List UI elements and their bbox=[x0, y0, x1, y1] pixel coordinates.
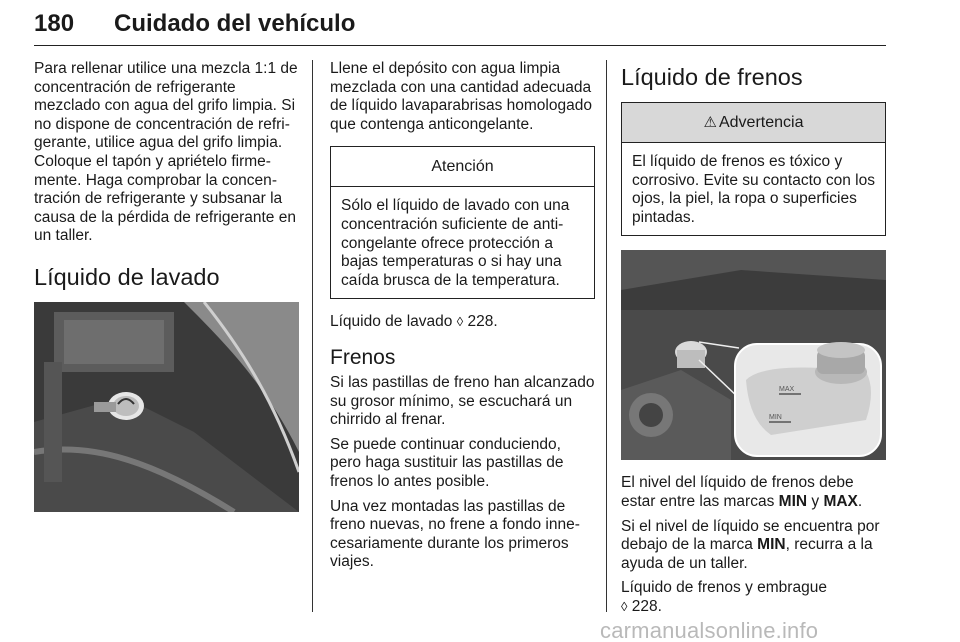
brakes-paragraph-1: Si las pastillas de freno han alcanzado su grosor mínimo, se escuchará un chirrido al frenar. bbox=[330, 373, 595, 429]
reference-arrow-icon: ◊ bbox=[621, 598, 628, 614]
brake-low-text: Si el nivel de líquido se encuentra por debajo de la marca bbox=[621, 517, 880, 554]
brake-fluid-photo bbox=[621, 250, 886, 460]
reference-text: Líquido de lavado bbox=[330, 313, 453, 331]
conjunction-text: y bbox=[811, 492, 820, 510]
brakes-heading: Frenos bbox=[330, 345, 396, 369]
warning-title-bar bbox=[622, 103, 885, 143]
washer-fluid-heading: Líquido de lavado bbox=[34, 263, 220, 290]
column-divider bbox=[312, 60, 313, 612]
brakes-paragraph-3: Una vez montadas las pastillas de freno nuevas, no frene a fondo innecesariamente durante los primeros viajes. bbox=[330, 497, 580, 571]
washer-fluid-reference bbox=[330, 313, 595, 332]
page-header bbox=[34, 6, 886, 46]
min-mark-text: MIN bbox=[778, 492, 808, 510]
max-mark-text: MAX bbox=[823, 492, 858, 510]
sentence-end: . bbox=[857, 492, 863, 510]
brake-low-paragraph bbox=[621, 518, 886, 574]
brakes-paragraph-2: Se puede continuar conduciendo, pero haga sustituir las pastillas de frenos lo antes posible. bbox=[330, 435, 564, 490]
reference-page[interactable]: 228. bbox=[467, 313, 498, 331]
max-mark-label: MAX bbox=[779, 386, 795, 394]
brake-fluid-heading: Líquido de frenos bbox=[621, 64, 803, 90]
brake-low-text-end: , recurra a la ayuda de un taller. bbox=[621, 536, 873, 572]
section-title: Cuidado del vehículo bbox=[114, 10, 356, 37]
min-mark-label: MIN bbox=[769, 414, 782, 422]
page-number: 180 bbox=[34, 10, 75, 37]
coolant-refill-paragraph: Para rellenar utilice una mezcla 1:1 de concentración de refrigerante mezclado con agua del grifo limpia. Si no dispone de concentración de refrigerante, utilice agua del grifo limpia. Coloque el tapón y apriételo firmemente. Haga comprobar la concentración de refrigerante y subsanar la causa de la pérdida de refrigerante en un taller. bbox=[34, 60, 298, 245]
warning-body: El líquido de frenos es tóxico y corrosivo. Evite su contacto con los ojos, la piel, la ropa o superficies pintadas. bbox=[632, 153, 875, 226]
column-divider bbox=[606, 60, 607, 612]
attention-body: Sólo el líquido de lavado con una concentración suficiente de anticongelante ofrece protección a bajas temperaturas o si hay una caída brusca de la temperatura. bbox=[341, 197, 570, 289]
attention-title: Atención bbox=[331, 147, 594, 187]
warning-box bbox=[621, 102, 886, 236]
column-2 bbox=[330, 60, 595, 578]
reference-page[interactable]: 228. bbox=[631, 597, 662, 615]
column-1 bbox=[34, 60, 299, 526]
column-3 bbox=[621, 60, 886, 623]
warning-title: Advertencia bbox=[718, 114, 804, 131]
reference-arrow-icon: ◊ bbox=[456, 314, 464, 330]
brake-level-paragraph bbox=[621, 474, 886, 511]
warning-triangle-icon: ⚠ bbox=[703, 114, 717, 131]
washer-refill-paragraph: Llene el depósito con agua limpia mezclada con una cantidad adecuada de líquido lavaparabrisas homologado que contenga anticongelante. bbox=[330, 60, 592, 133]
min-mark-text: MIN bbox=[757, 536, 786, 554]
watermark: carmanualsonline.info bbox=[600, 618, 819, 642]
washer-fluid-photo bbox=[34, 302, 299, 512]
brake-level-text: El nivel del líquido de frenos debe estar entre las marcas bbox=[621, 474, 854, 510]
reference-text: Líquido de frenos y embrague bbox=[621, 579, 827, 597]
brake-clutch-reference bbox=[621, 579, 886, 616]
attention-box bbox=[330, 146, 595, 299]
